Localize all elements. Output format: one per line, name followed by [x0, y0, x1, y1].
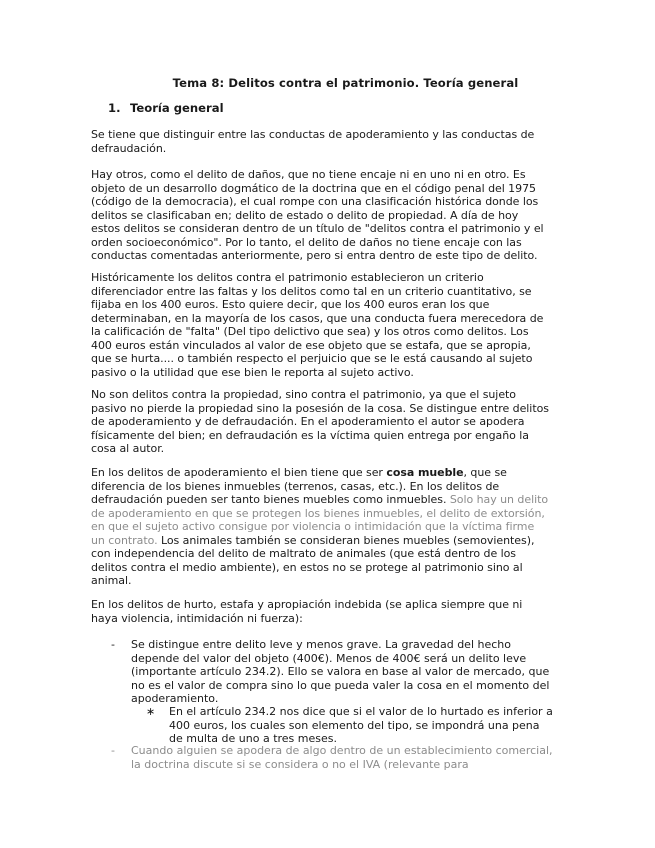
text-line: Cuando alguien se apodera de algo dentro de un establecimiento comercial,	[131, 744, 553, 757]
text-line: conductas comentadas anteriormente, pero si entra dentro de este tipo de delito.	[91, 249, 538, 262]
paragraph-1	[91, 128, 571, 155]
text-line: 400 euros están vinculados al valor de ese objeto que se estafa, que se apropia,	[91, 338, 531, 352]
text-line: diferenciador entre las faltas y los delitos como tal en un criterio cuantitativo, se	[91, 284, 532, 298]
paragraph-4	[91, 388, 571, 456]
paragraph-6	[91, 598, 571, 625]
text-line: diferencia de los bienes inmuebles (terrenos, casas, etc.). En los delitos de	[91, 479, 500, 493]
bullet-text	[131, 638, 549, 706]
text-line: que se hurta.... o también respecto el perjuicio que se le está causando al sujeto	[91, 352, 533, 365]
section-number: 1.	[108, 101, 121, 115]
text-line	[91, 466, 571, 480]
grey-text-run: un contrato.	[91, 533, 158, 547]
text-line: Hay otros, como el delito de daños, que no tiene encaje ni en uno ni en otro. Es	[91, 168, 526, 181]
text-line: orden socioeconómico". Por lo tanto, el delito de daños no tiene encaje con las	[91, 235, 522, 249]
text-run: defraudación pueden ser tanto bienes muebles como inmuebles.	[91, 493, 450, 506]
text-line: En los delitos de hurto, estafa y apropiación indebida (se aplica siempre que ni	[91, 598, 523, 611]
text-line: no es el valor de compra sino lo que pueda valer la cosa en el momento del	[131, 678, 550, 692]
text-line: Se distingue entre delito leve y menos grave. La gravedad del hecho	[131, 638, 511, 651]
text-line: fijaba en los 400 euros. Esto quiere decir, que los 400 euros eran los que	[91, 298, 490, 311]
dash-marker: -	[111, 638, 115, 651]
text-line	[91, 534, 571, 548]
paragraph-5	[91, 466, 571, 588]
text-run: Los animales también se consideran bienes muebles (semovientes),	[157, 533, 535, 547]
paragraph-2	[91, 168, 571, 263]
text-run: , que se	[463, 466, 507, 479]
text-line: defraudación.	[91, 141, 167, 155]
grey-text-line: de apoderamiento en que se protegen los bienes inmuebles, el delito de extorsión,	[91, 506, 545, 520]
text-line: En el artículo 234.2 nos dice que si el valor de lo hurtado es inferior a	[169, 705, 553, 718]
text-line: 400 euros, los cuales son elemento del tipo, se impondrá una pena	[169, 718, 540, 732]
grey-text-line: en que el sujeto activo consigue por violencia o intimidación que la víctima firme	[91, 520, 535, 533]
text-line: animal.	[91, 574, 132, 587]
text-line: No son delitos contra la propiedad, sino contra el patrimonio, ya que el sujeto	[91, 388, 516, 401]
text-line: de apoderamiento y de defraudación. En el apoderamiento el autor se apodera	[91, 415, 525, 428]
text-line: haya violencia, intimidación ni fuerza):	[91, 611, 303, 625]
text-line: apoderamiento.	[131, 692, 219, 705]
text-line: cosa al autor.	[91, 442, 165, 455]
text-line: (importante artículo 234.2). Ello se valora en base al valor de mercado, que	[131, 665, 550, 678]
section-title: Teoría general	[130, 101, 224, 115]
text-line: determinaban, en la mayoría de los casos, que una conducta fuera merecedora de	[91, 311, 544, 325]
text-line	[91, 493, 571, 507]
text-line: objeto de un desarrollo dogmático de la doctrina que en el código penal del 1975	[91, 181, 536, 195]
text-line: delitos contra el medio ambiente), en estos no se protege al patrimonio sino al	[91, 560, 523, 574]
asterisk-marker: ∗	[146, 705, 156, 718]
dash-marker: -	[111, 744, 115, 757]
bullet-text	[131, 744, 553, 771]
text-line: Se tiene que distinguir entre las conductas de apoderamiento y las conductas de	[91, 128, 535, 141]
section-heading	[108, 101, 224, 115]
grey-text-run: Solo hay un delito	[449, 493, 549, 506]
sub-bullet-text	[169, 705, 553, 746]
text-run: En los delitos de apoderamiento el bien tiene que ser	[91, 466, 387, 479]
document-title: Tema 8: Delitos contra el patrimonio. Teoría general	[172, 76, 519, 90]
bold-term: cosa mueble	[386, 466, 464, 479]
paragraph-3	[91, 271, 571, 379]
text-line: la doctrina discute si se considera o no el IVA (relevante para	[131, 757, 469, 771]
text-line: la calificación de "falta" (Del tipo delictivo que sea) y los otros como delitos. Los	[91, 325, 529, 338]
text-line: pasivo o la utilidad que ese bien le reporta al sujeto activo.	[91, 365, 414, 379]
text-line: (código de la democracia), el cual rompe con una clasificación histórica donde los	[91, 195, 539, 208]
text-line: Históricamente los delitos contra el patrimonio establecieron un criterio	[91, 271, 484, 284]
text-line: estos delitos se consideran dentro de un título de "delitos contra el patrimonio y el	[91, 222, 544, 235]
text-line: físicamente del bien; en defraudación es la víctima quien entrega por engaño la	[91, 428, 529, 442]
text-line: de multa de uno a tres meses.	[169, 732, 337, 745]
text-line: con independencia del delito de maltrato de animales (que está dentro de los	[91, 547, 516, 560]
text-line: delitos se clasificaban en; delito de estado o delito de propiedad. A día de hoy	[91, 208, 519, 222]
text-line: pasivo no pierde la propiedad sino la posesión de la cosa. Se distingue entre delitos	[91, 401, 549, 415]
text-line: depende del valor del objeto (400€). Menos de 400€ será un delito leve	[131, 651, 527, 665]
